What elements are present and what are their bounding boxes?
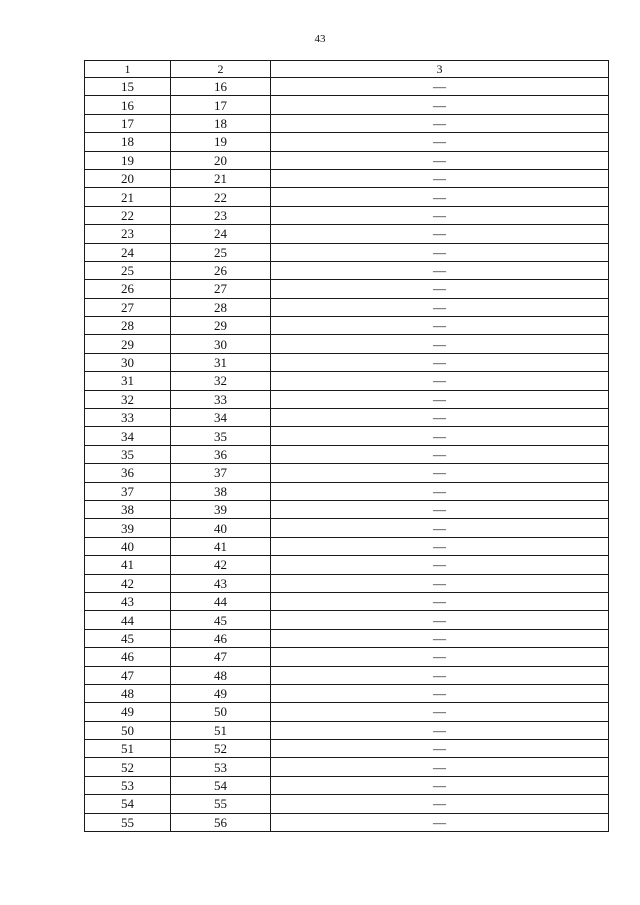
table-cell-col-3 xyxy=(271,795,609,813)
dash-mark: — xyxy=(433,336,446,352)
table-cell-col-1: 51 xyxy=(85,740,171,758)
dash-mark: — xyxy=(433,704,446,720)
table-cell-col-2: 52 xyxy=(171,740,271,758)
table-cell-col-3 xyxy=(271,611,609,629)
table-row xyxy=(85,537,609,555)
dash-mark: — xyxy=(433,502,446,518)
table-cell-col-2: 38 xyxy=(171,482,271,500)
dash-mark: — xyxy=(433,428,446,444)
dash-mark: — xyxy=(433,299,446,315)
table-cell-col-2: 27 xyxy=(171,280,271,298)
table-row xyxy=(85,758,609,776)
table-cell-col-3 xyxy=(271,225,609,243)
table-cell-col-2: 33 xyxy=(171,390,271,408)
table-cell-col-3 xyxy=(271,556,609,574)
dash-mark: — xyxy=(433,318,446,334)
dash-mark: — xyxy=(433,649,446,665)
table-cell-col-1: 36 xyxy=(85,464,171,482)
table-cell-col-2: 18 xyxy=(171,114,271,132)
table-cell-col-1: 15 xyxy=(85,78,171,96)
table-row xyxy=(85,151,609,169)
dash-mark: — xyxy=(433,115,446,131)
table-cell-col-1: 34 xyxy=(85,427,171,445)
table-cell-col-3 xyxy=(271,206,609,224)
dash-mark: — xyxy=(433,520,446,536)
table-cell-col-1: 19 xyxy=(85,151,171,169)
table-cell-col-1: 35 xyxy=(85,445,171,463)
table-cell-col-2: 29 xyxy=(171,317,271,335)
table-row xyxy=(85,795,609,813)
page-number: 43 xyxy=(314,33,326,45)
table-cell-col-2: 26 xyxy=(171,261,271,279)
table-row xyxy=(85,556,609,574)
table-cell-col-1: 17 xyxy=(85,114,171,132)
table-cell-col-1: 52 xyxy=(85,758,171,776)
table-row xyxy=(85,813,609,831)
table-cell-col-1: 28 xyxy=(85,317,171,335)
table-row xyxy=(85,684,609,702)
table-row xyxy=(85,261,609,279)
table-row xyxy=(85,298,609,316)
dash-mark: — xyxy=(433,778,446,794)
table-cell-col-2: 24 xyxy=(171,225,271,243)
table-cell-col-1: 20 xyxy=(85,169,171,187)
table-cell-col-1: 37 xyxy=(85,482,171,500)
table-cell-col-2: 44 xyxy=(171,592,271,610)
table-cell-col-3 xyxy=(271,519,609,537)
table-cell-col-1: 55 xyxy=(85,813,171,831)
table-cell-col-2: 41 xyxy=(171,537,271,555)
table-row xyxy=(85,482,609,500)
table-cell-col-1: 43 xyxy=(85,592,171,610)
table-cell-col-2: 49 xyxy=(171,684,271,702)
dash-mark: — xyxy=(433,447,446,462)
table-cell-col-1: 24 xyxy=(85,243,171,261)
table-row xyxy=(85,776,609,794)
table-cell-col-1: 21 xyxy=(85,188,171,206)
table-row xyxy=(85,317,609,335)
table-cell-col-1: 27 xyxy=(85,298,171,316)
table-cell-col-1: 54 xyxy=(85,795,171,813)
table-row xyxy=(85,611,609,629)
table-cell-col-2: 36 xyxy=(171,445,271,463)
dash-mark: — xyxy=(433,594,446,610)
column-header-3: 3 xyxy=(271,61,609,78)
table-cell-col-2: 50 xyxy=(171,703,271,721)
table-row xyxy=(85,390,609,408)
table-cell-col-2: 48 xyxy=(171,666,271,684)
dash-mark: — xyxy=(433,97,446,113)
table-cell-col-1: 49 xyxy=(85,703,171,721)
dash-mark: — xyxy=(433,741,446,757)
dash-mark: — xyxy=(433,575,446,591)
table-cell-col-3 xyxy=(271,427,609,445)
table-cell-col-3 xyxy=(271,409,609,427)
table-row xyxy=(85,500,609,518)
table-cell-col-3 xyxy=(271,133,609,151)
dash-mark: — xyxy=(433,796,446,812)
dash-mark: — xyxy=(433,465,446,481)
table-header-row xyxy=(85,61,609,78)
dash-mark: — xyxy=(433,686,446,702)
table-cell-col-3 xyxy=(271,666,609,684)
table-cell-col-1: 42 xyxy=(85,574,171,592)
table-cell-col-2: 25 xyxy=(171,243,271,261)
dash-mark: — xyxy=(433,373,446,389)
table-row xyxy=(85,353,609,371)
table-cell-col-2: 28 xyxy=(171,298,271,316)
table-row xyxy=(85,372,609,390)
table-cell-col-2: 32 xyxy=(171,372,271,390)
dash-mark: — xyxy=(433,263,446,279)
table-row xyxy=(85,629,609,647)
table-cell-col-1: 33 xyxy=(85,409,171,427)
dash-mark: — xyxy=(433,207,446,223)
table-cell-col-3 xyxy=(271,445,609,463)
table-cell-col-3 xyxy=(271,684,609,702)
table-cell-col-3 xyxy=(271,243,609,261)
table-cell-col-3 xyxy=(271,629,609,647)
dash-mark: — xyxy=(433,667,446,683)
dash-mark: — xyxy=(433,152,446,168)
table-row xyxy=(85,78,609,96)
table-cell-col-2: 30 xyxy=(171,335,271,353)
table-cell-col-2: 55 xyxy=(171,795,271,813)
table-cell-col-1: 44 xyxy=(85,611,171,629)
table-cell-col-2: 21 xyxy=(171,169,271,187)
table-cell-col-2: 23 xyxy=(171,206,271,224)
table-cell-col-1: 50 xyxy=(85,721,171,739)
column-header-2: 2 xyxy=(171,61,271,78)
table-cell-col-3 xyxy=(271,169,609,187)
dash-mark: — xyxy=(433,244,446,260)
table-cell-col-1: 29 xyxy=(85,335,171,353)
table-cell-col-1: 53 xyxy=(85,776,171,794)
data-table xyxy=(84,60,609,832)
table-cell-col-1: 16 xyxy=(85,96,171,114)
table-cell-col-1: 39 xyxy=(85,519,171,537)
table-cell-col-2: 31 xyxy=(171,353,271,371)
table-cell-col-3 xyxy=(271,482,609,500)
dash-mark: — xyxy=(433,391,446,407)
dash-mark: — xyxy=(433,410,446,426)
table-cell-col-2: 19 xyxy=(171,133,271,151)
dash-mark: — xyxy=(433,281,446,297)
dash-mark: — xyxy=(433,189,446,205)
table-cell-col-1: 26 xyxy=(85,280,171,298)
table-cell-col-3 xyxy=(271,353,609,371)
table-cell-col-2: 51 xyxy=(171,721,271,739)
table-row xyxy=(85,445,609,463)
table-cell-col-3 xyxy=(271,372,609,390)
table-cell-col-2: 40 xyxy=(171,519,271,537)
table-cell-col-3 xyxy=(271,758,609,776)
table-row xyxy=(85,703,609,721)
table-cell-col-2: 43 xyxy=(171,574,271,592)
table-cell-col-3 xyxy=(271,648,609,666)
table-cell-col-3 xyxy=(271,703,609,721)
table-cell-col-3 xyxy=(271,500,609,518)
table-cell-col-1: 18 xyxy=(85,133,171,151)
table-cell-col-3 xyxy=(271,390,609,408)
table-cell-col-2: 39 xyxy=(171,500,271,518)
table-cell-col-3 xyxy=(271,574,609,592)
dash-mark: — xyxy=(433,483,446,499)
table-cell-col-3 xyxy=(271,813,609,831)
table-cell-col-1: 47 xyxy=(85,666,171,684)
table-cell-col-2: 37 xyxy=(171,464,271,482)
table-cell-col-3 xyxy=(271,96,609,114)
table-row xyxy=(85,169,609,187)
table-cell-col-2: 42 xyxy=(171,556,271,574)
table-cell-col-1: 23 xyxy=(85,225,171,243)
table-cell-col-1: 48 xyxy=(85,684,171,702)
table-cell-col-1: 25 xyxy=(85,261,171,279)
table-cell-col-3 xyxy=(271,151,609,169)
table-cell-col-2: 45 xyxy=(171,611,271,629)
table-row xyxy=(85,280,609,298)
table-cell-col-3 xyxy=(271,280,609,298)
table-cell-col-2: 47 xyxy=(171,648,271,666)
table-cell-col-1: 32 xyxy=(85,390,171,408)
dash-mark: — xyxy=(433,171,446,187)
table-row xyxy=(85,409,609,427)
table-cell-col-2: 35 xyxy=(171,427,271,445)
table-row xyxy=(85,133,609,151)
dash-mark: — xyxy=(433,134,446,150)
table-cell-col-3 xyxy=(271,776,609,794)
table-cell-col-1: 30 xyxy=(85,353,171,371)
dash-mark: — xyxy=(433,630,446,646)
table-cell-col-3 xyxy=(271,537,609,555)
table-cell-col-3 xyxy=(271,721,609,739)
table-cell-col-3 xyxy=(271,464,609,482)
table-row xyxy=(85,243,609,261)
table-cell-col-3 xyxy=(271,335,609,353)
table-row xyxy=(85,225,609,243)
table-cell-col-2: 56 xyxy=(171,813,271,831)
table-row xyxy=(85,648,609,666)
table-cell-col-2: 53 xyxy=(171,758,271,776)
table-cell-col-3 xyxy=(271,114,609,132)
dash-mark: — xyxy=(433,79,446,95)
table-row xyxy=(85,592,609,610)
table-cell-col-3 xyxy=(271,740,609,758)
dash-mark: — xyxy=(433,759,446,775)
table-cell-col-2: 17 xyxy=(171,96,271,114)
dash-mark: — xyxy=(433,557,446,573)
dash-mark: — xyxy=(433,612,446,628)
table-cell-col-2: 22 xyxy=(171,188,271,206)
table-cell-col-3 xyxy=(271,78,609,96)
table-cell-col-2: 16 xyxy=(171,78,271,96)
table-row xyxy=(85,188,609,206)
dash-mark: — xyxy=(433,355,446,371)
table-row xyxy=(85,666,609,684)
column-header-1: 1 xyxy=(85,61,171,78)
table-cell-col-1: 45 xyxy=(85,629,171,647)
table-cell-col-1: 41 xyxy=(85,556,171,574)
table-cell-col-1: 22 xyxy=(85,206,171,224)
table-row xyxy=(85,206,609,224)
table-cell-col-3 xyxy=(271,298,609,316)
table-cell-col-2: 34 xyxy=(171,409,271,427)
dash-mark: — xyxy=(433,814,446,830)
table-body xyxy=(85,78,609,832)
table-cell-col-1: 46 xyxy=(85,648,171,666)
table-cell-col-2: 46 xyxy=(171,629,271,647)
table-cell-col-1: 31 xyxy=(85,372,171,390)
dash-mark: — xyxy=(433,538,446,554)
table-row xyxy=(85,464,609,482)
table-row xyxy=(85,427,609,445)
table-row xyxy=(85,519,609,537)
dash-mark: — xyxy=(433,722,446,738)
table-row xyxy=(85,96,609,114)
table-cell-col-1: 38 xyxy=(85,500,171,518)
table-row xyxy=(85,335,609,353)
table-row xyxy=(85,114,609,132)
table-cell-col-3 xyxy=(271,317,609,335)
table-row xyxy=(85,721,609,739)
table-row xyxy=(85,740,609,758)
dash-mark: — xyxy=(433,226,446,242)
table-cell-col-3 xyxy=(271,592,609,610)
table-cell-col-3 xyxy=(271,261,609,279)
table-row xyxy=(85,574,609,592)
table-cell-col-2: 54 xyxy=(171,776,271,794)
table-cell-col-1: 40 xyxy=(85,537,171,555)
table-cell-col-3 xyxy=(271,188,609,206)
table-cell-col-2: 20 xyxy=(171,151,271,169)
